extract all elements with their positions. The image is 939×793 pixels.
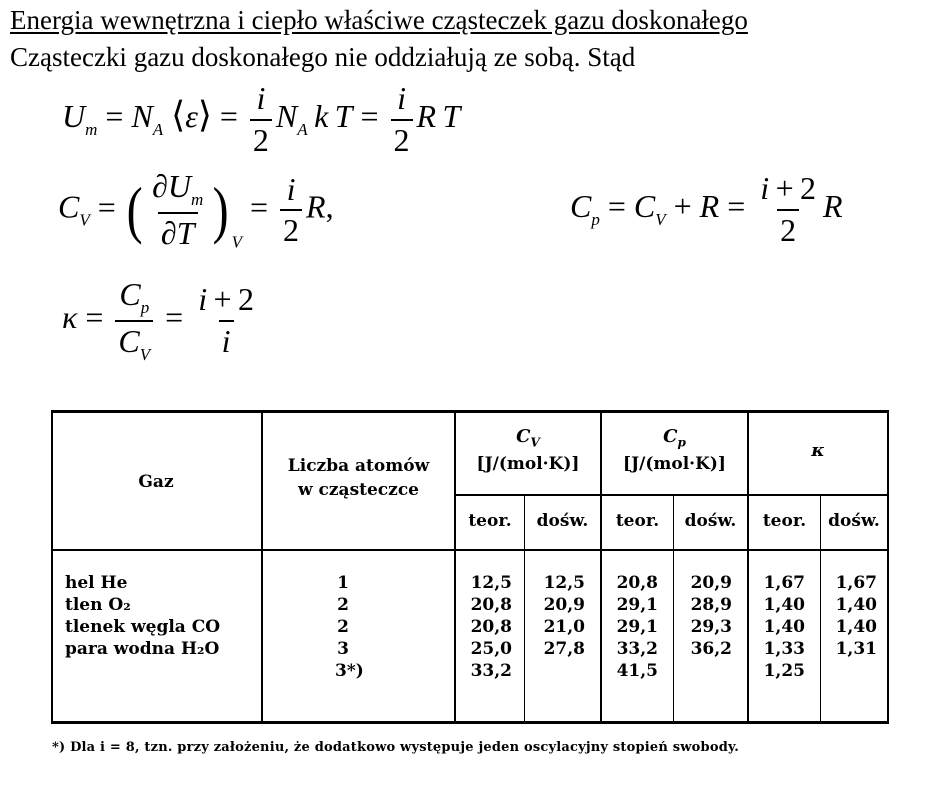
header-cp [602,426,747,449]
header-k-teor: teor. [762,511,807,531]
table-cell: 33,2 [470,661,512,681]
table-cell: 3 [337,639,349,659]
table-cell: 20,9 [690,573,732,593]
intro-text: Cząsteczki gazu doskonałego nie oddziałują ze sobą. Stąd [10,42,636,72]
table-cell: 33,2 [616,639,658,659]
table-cell: 29,1 [616,617,658,637]
table-left-border [51,410,53,724]
header-cv-symbol: C [516,426,531,447]
table-cell: 36,2 [690,639,732,659]
table-cell: 25,0 [470,639,512,659]
column-cv-teor [456,572,512,682]
table-footnote: *) Dla i = 8, tzn. przy założeniu, że dodatkowo występuje jeden oscylacyjny stopień swobody. [52,740,739,755]
table-cell: 20,8 [470,595,512,615]
table-cell: 1 [337,573,349,593]
table-cell: 12,5 [470,573,512,593]
column-atoms [313,572,373,682]
table-cell: tlenek węgla CO [65,617,221,637]
table-cell: 2 [337,617,349,637]
column-k-teor [749,572,805,682]
table-cell: 1,25 [763,661,805,681]
header-cv-subscript: V [530,435,540,450]
table-cell: 1,67 [835,573,877,593]
table-cell [525,660,585,682]
table-cell: 12,5 [543,573,585,593]
table-cell: 1,40 [763,617,805,637]
column-cp-teor [602,572,658,682]
equation-cp: $C_p = C_V + R$ = $\frac{i + 2}{2}$ R [570,170,843,248]
table-cell: 29,3 [690,617,732,637]
heat-capacity-table [51,410,889,724]
table-cell: 1,40 [835,617,877,637]
header-cv [456,426,600,449]
header-kappa: κ [811,440,825,461]
header-cp-dosw: dośw. [684,511,737,531]
table-cell: 1,33 [763,639,805,659]
table-cell: 1,40 [763,595,805,615]
header-cp-subscript: p [677,435,686,450]
header-k-dosw: dośw. [828,511,880,531]
equation-kappa: κ = $\frac{C_p}{C_V}$ = $\frac{i + 2}{i}$ [62,276,254,364]
table-cell: 41,5 [616,661,658,681]
table-cell: 20,9 [543,595,585,615]
table-cell: 1,40 [835,595,877,615]
table-cell: 21,0 [543,617,585,637]
header-cv-dosw: dośw. [536,511,589,531]
column-cp-dosw [674,572,732,682]
table-bottom-rule [51,721,889,724]
header-atoms-line1: Liczba atomów [287,456,430,476]
table-cell: para wodna H₂O [65,639,220,659]
table-cell: 27,8 [543,639,585,659]
equation-cv: $C_V$ = ( $\frac{\partial U_m}{\partial T}$ ) $_V$= $\frac{i}{2}$ R, [58,168,334,252]
table-cell: 20,8 [616,573,658,593]
table-cell: 3*) [335,661,364,681]
table-cell [821,660,877,682]
column-k-dosw [821,572,877,682]
table-cell: 29,1 [616,595,658,615]
table-header-bottom-rule [51,549,889,551]
table-subheader-rule [454,494,889,496]
column-gaz [65,572,261,682]
table-cell: 28,9 [690,595,732,615]
header-cp-symbol: C [663,426,678,447]
table-cell [65,660,261,682]
table-cell: 2 [337,595,349,615]
table-cell: tlen O₂ [65,595,131,615]
header-cv-unit: [J/(mol·K)] [476,454,580,474]
table-cell [674,660,732,682]
header-atoms-line2: w cząsteczce [298,480,419,500]
table-top-rule [51,410,889,413]
table-cell: 1,67 [763,573,805,593]
table-cell: 20,8 [470,617,512,637]
header-cv-teor: teor. [468,511,512,531]
header-cp-teor: teor. [615,511,660,531]
table-right-border [887,410,889,724]
header-gaz: Gaz [138,472,174,492]
column-cv-dosw [525,572,585,682]
section-title: Energia wewnętrzna i ciepło właściwe cząsteczek gazu doskonałego [10,5,748,35]
equation-internal-energy: $U_m = N_A$ ⟨ε⟩ = $\frac{i}{2}$ $N_A$ k T = $\frac{i}{2}$ R T [62,80,461,158]
table-cell: 1,31 [835,639,877,659]
header-cp-unit: [J/(mol·K)] [623,454,726,474]
table-cell: hel He [65,573,128,593]
